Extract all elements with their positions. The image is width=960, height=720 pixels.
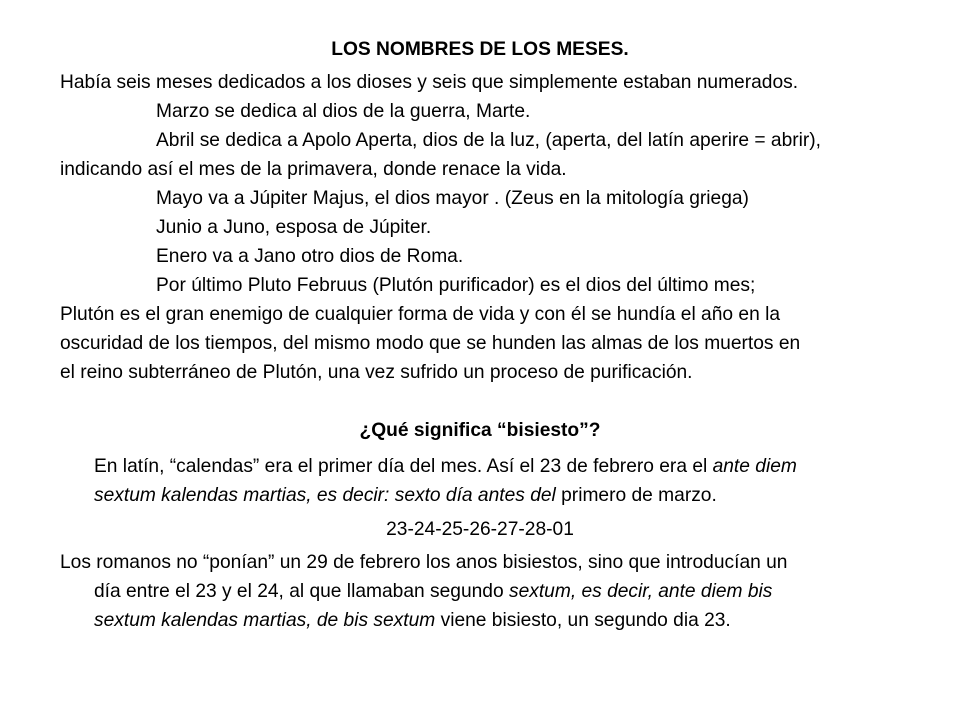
latin-phrase: sextum, es decir, ante diem bis [508,581,773,602]
latin-phrase: sextum kalendas martias, es decir: sexto día antes del [94,485,556,506]
text-line: Enero va a Jano otro dios de Roma. [156,246,464,267]
text-line: oscuridad de los tiempos, del mismo modo que se hunden las almas de los muertos en [60,333,801,354]
text-span: viene bisiesto, un segundo dia 23. [435,610,731,631]
text-span: En latín, “calendas” era el primer día del mes. Así el 23 de febrero era el [94,456,713,477]
text-line: Marzo se dedica al dios de la guerra, Marte. [156,101,531,122]
latin-phrase: sextum kalendas martias, de bis sextum [94,610,436,631]
latin-phrase: ante diem [712,456,797,477]
section-title-months: LOS NOMBRES DE LOS MESES. [331,39,629,60]
text-span: día entre el 23 y el 24, al que llamaban segundo [94,581,509,602]
text-line: el reino subterráneo de Plutón, una vez sufrido un proceso de purificación. [60,362,693,383]
paragraph-line [94,481,717,510]
section-title-bisiesto: ¿Qué significa “bisiesto”? [359,420,601,441]
text-line: Plutón es el gran enemigo de cualquier forma de vida y con él se hundía el año en la [60,304,780,325]
paragraph-line [94,577,772,606]
text-line: Junio a Juno, esposa de Júpiter. [156,217,432,238]
text-line: Por último Pluto Februus (Plutón purificador) es el dios del último mes; [156,275,756,296]
text-span: primero de marzo. [555,485,717,506]
paragraph-line [94,606,731,635]
day-sequence: 23-24-25-26-27-28-01 [386,519,574,540]
paragraph-line: Los romanos no “ponían” un 29 de febrero los anos bisiestos, sino que introducían un [60,552,788,573]
paragraph-line [94,452,797,481]
text-line: Había seis meses dedicados a los dioses y seis que simplemente estaban numerados. [60,72,799,93]
text-line: Mayo va a Júpiter Majus, el dios mayor . (Zeus en la mitología griega) [156,188,749,209]
text-line: indicando así el mes de la primavera, donde renace la vida. [60,159,567,180]
text-line: Abril se dedica a Apolo Aperta, dios de la luz, (aperta, del latín aperire = abrir), [156,130,822,151]
